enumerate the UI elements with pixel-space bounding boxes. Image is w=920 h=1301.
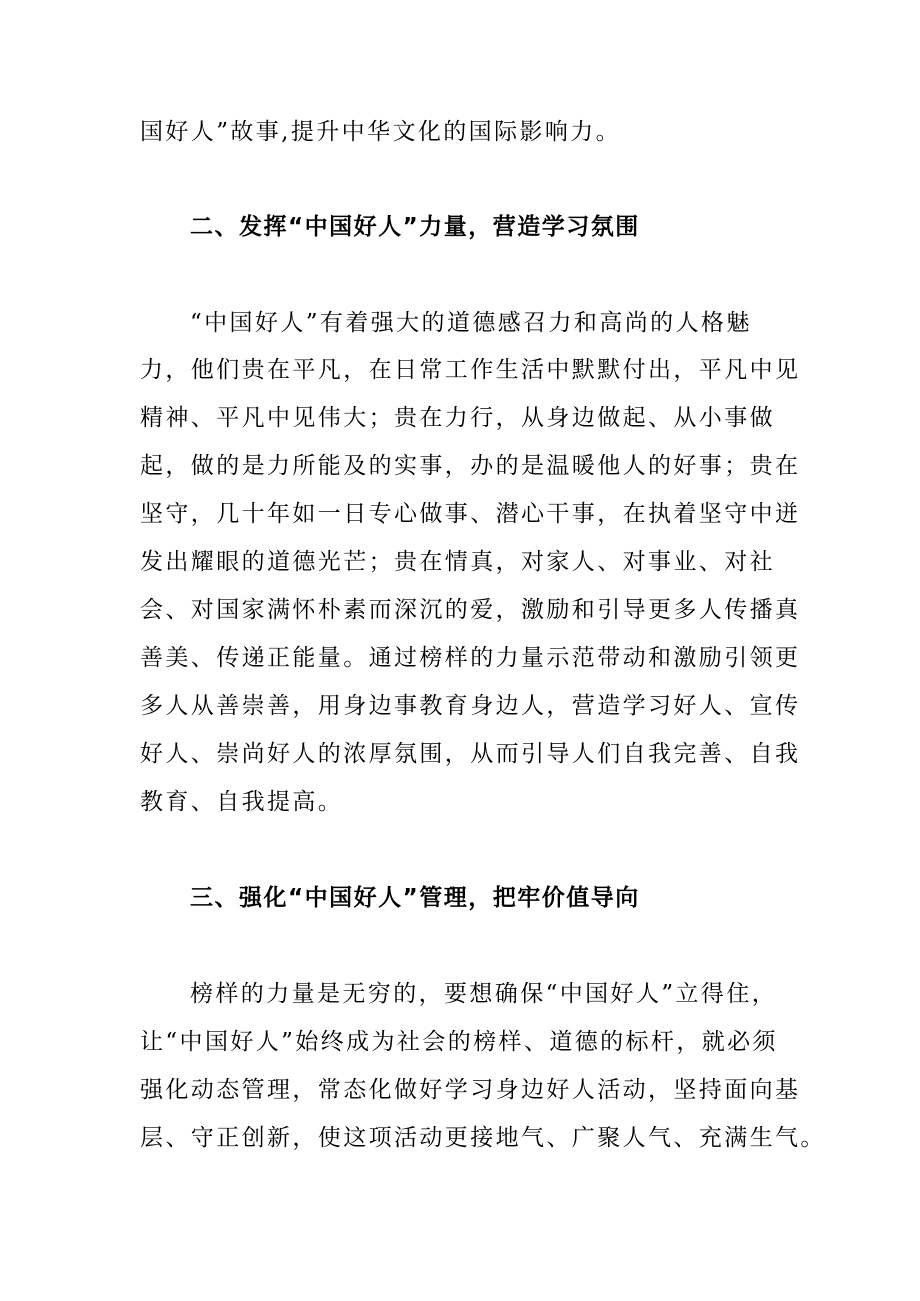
paragraph-line: “中国好人”有着强大的道德感召力和高尚的人格魅 [190, 310, 752, 336]
paragraph-line: 教育、自我提高。 [140, 789, 344, 815]
paragraph-line: 好人、崇尚好人的浓厚氛围，从而引导人们自我完善、自我 [140, 741, 801, 767]
paragraph-line: 层、守正创新，使这项活动更接地气、广聚人气、充满生气。 [140, 1125, 826, 1151]
paragraph-line: 精神、平凡中见伟大；贵在力行，从身边做起、从小事做 [140, 405, 775, 431]
paragraph-line: 起，做的是力所能及的实事，办的是温暖他人的好事；贵在 [140, 453, 801, 479]
paragraph-line: 善美、传递正能量。通过榜样的力量示范带动和激励引领更 [140, 645, 801, 671]
paragraph-line: 发出耀眼的道德光芒；贵在情真，对家人、对事业、对社 [140, 549, 775, 575]
paragraph-line: 让“中国好人”始终成为社会的榜样、道德的标杆，就必须 [140, 1029, 778, 1055]
paragraph-line: 坚守，几十年如一日专心做事、潜心干事，在执着坚守中迸 [140, 501, 801, 527]
section-heading: 二、发挥“中国好人”力量，营造学习氛围 [190, 214, 640, 240]
paragraph-line: 力，他们贵在平凡，在日常工作生活中默默付出，平凡中见 [140, 357, 801, 383]
paragraph-line: 多人从善崇善，用身边事教育身边人，营造学习好人、宣传 [140, 693, 801, 719]
paragraph-line: 强化动态管理，常态化做好学习身边好人活动，坚持面向基 [140, 1077, 801, 1103]
paragraph-line: 会、对国家满怀朴素而深沉的爱，激励和引导更多人传播真 [140, 597, 801, 623]
paragraph-line: 国好人”故事,提升中华文化的国际影响力。 [140, 119, 622, 145]
paragraph-line: 榜样的力量是无穷的，要想确保“中国好人”立得住， [190, 981, 778, 1007]
section-heading: 三、强化“中国好人”管理，把牢价值导向 [190, 885, 640, 911]
